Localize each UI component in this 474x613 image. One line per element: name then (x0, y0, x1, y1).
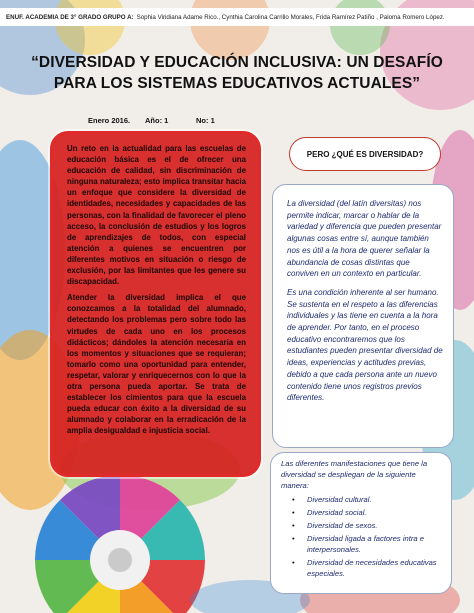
section-heading-diversidad (289, 137, 441, 171)
page-title (14, 52, 460, 94)
title-line-1: “DIVERSIDAD Y EDUCACIÓN INCLUSIVA: UN DESAFÍO (31, 54, 443, 71)
definition-paragraph-1: La diversidad (del latín diversitas) nos permite indicar, marcar o hablar de la variedad y diferencia que pueden presentar algunas cosas entre sí, aunque también nos es útil a la hora de querer señalar la abundancia de cosas distintas que conviven en un contexto en particular. (287, 199, 442, 279)
meta-year: Año: 1 (145, 116, 169, 125)
manifestations-list (281, 494, 443, 579)
manifestations-intro: Las diferentes manifestaciones que tiene la diversidad se despliegan de la siguiente manera: (281, 459, 428, 490)
list-item: • Diversidad ligada a factores intra e interpersonales. (292, 534, 424, 554)
meta-number: No: 1 (196, 116, 215, 125)
bullet-icon: • (292, 558, 295, 567)
meta-date: Enero 2016. (88, 116, 131, 125)
header-school: ENUF. ACADEMIA DE 3° GRADO GRUPO A: (6, 13, 134, 21)
bullet-icon: • (292, 495, 295, 504)
intro-panel (50, 131, 261, 477)
manifestations-panel (270, 452, 452, 594)
section-heading-label: PERO ¿QUÉ ES DIVERSIDAD? (306, 149, 424, 159)
header-authors: Sophia Viridiana Adame Rico., Cynthia Carolina Carrillo Morales, Frida Ramírez Patiño , Paloma Romero López. (136, 13, 445, 21)
definition-panel (272, 184, 454, 448)
title-line-2: PARA LOS SISTEMAS EDUCATIVOS ACTUALES” (53, 75, 421, 92)
list-item: • Diversidad cultural. (292, 495, 372, 504)
bullet-icon: • (292, 534, 295, 543)
intro-paragraph-2: Atender la diversidad implica el que conozcamos a la totalidad del alumnado, detectando los problemas pero sobre todo las virtudes de cada uno en los procesos didácticos; dándoles la atención necesaria en los momentos y situaciones que se requieran; tomarlo como una oportunidad para entender, respetar, valorar y enriquecernos con lo que la otra persona pueda aportar. Se trata de establecer los cimientos para que la escuela pueda educar con éxito a la diversidad de su alumnado y colaborar en la erradicación de la amplia desigualdad e injusticia social. (67, 293, 246, 436)
bullet-icon: • (292, 508, 295, 517)
list-item: • Diversidad de sexos. (292, 521, 378, 530)
bullet-icon: • (292, 521, 295, 530)
intro-paragraph-1: Un reto en la actualidad para las escuelas de educación básica es el de ofrecer una educación de calidad, sin discriminación de ninguna naturaleza; esto implica transitar hacia un enfoque que considere la diversidad de identidades, necesidades y capacidades de las personas, con la finalidad de favorecer el pleno acceso, la conclusión de estudios y los logros de aprendizajes de todos, con especial atención a quienes se encuentren por diferentes motivos en situación o riesgo de exclusión, por las limitantes que les genere su discapacidad. (67, 144, 246, 287)
header-bar (0, 8, 474, 26)
list-item: • Diversidad de necesidades educativas especiales. (292, 558, 437, 578)
definition-paragraph-2: Es una condición inherente al ser humano. Se sustenta en el respeto a las diferencias individuales y las tiene en cuenta a la hora de aprender. Por tanto, en el proceso educativo encontraremos que los estudiantes pueden presentar diversidad de ideas, experiencias y actitudes previas, debido a que cada persona ante un nuevo contenido tiene unos registros previos diferentes. (287, 287, 443, 403)
list-item: • Diversidad social. (292, 508, 367, 517)
